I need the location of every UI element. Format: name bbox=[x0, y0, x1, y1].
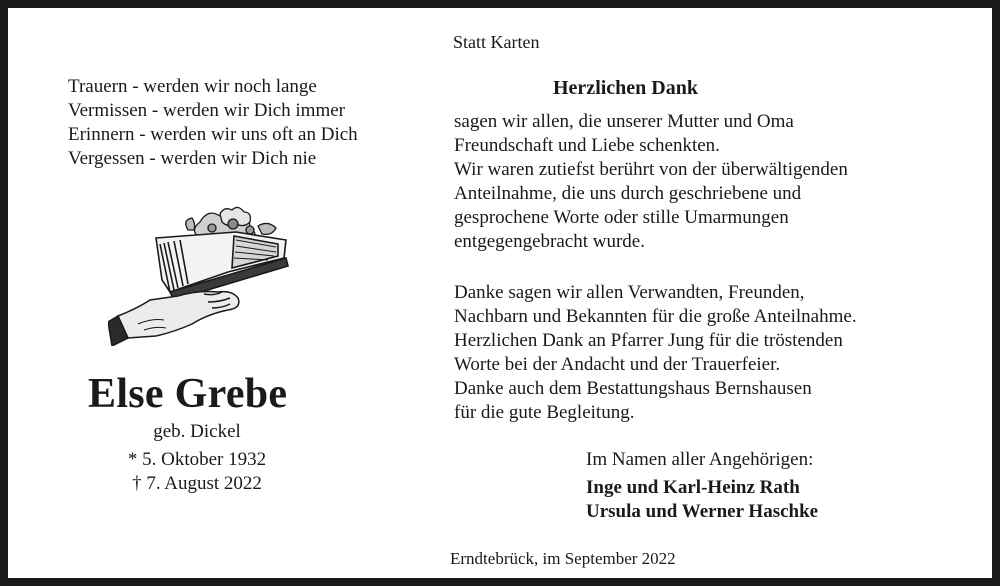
text-line: für die gute Begleitung. bbox=[454, 402, 635, 423]
poem-line: Vergessen - werden wir Dich nie bbox=[68, 148, 317, 169]
death-date: † 7. August 2022 bbox=[132, 473, 262, 494]
place-date: Erndtebrück, im September 2022 bbox=[450, 549, 676, 568]
thanks-heading: Herzlichen Dank bbox=[553, 77, 698, 99]
header-note: Statt Karten bbox=[453, 32, 540, 52]
thanks-paragraph-2 bbox=[454, 281, 857, 425]
birth-date: * 5. Oktober 1932 bbox=[127, 449, 267, 470]
poem-line: Erinnern - werden wir uns oft an Dich bbox=[68, 124, 358, 145]
text-line: Danke auch dem Bestattungshaus Bernshausen bbox=[454, 378, 812, 399]
thanks-paragraph-1 bbox=[454, 110, 848, 254]
signer-name: Ursula und Werner Haschke bbox=[586, 501, 819, 522]
text-line: Worte bei der Andacht und der Trauerfeier. bbox=[454, 354, 781, 375]
text-line: Danke sagen wir allen Verwandten, Freunden, bbox=[454, 282, 805, 303]
deceased-name: Else Grebe bbox=[88, 371, 288, 417]
text-line: gesprochene Worte oder stille Umarmungen bbox=[454, 207, 789, 228]
text-line: sagen wir allen, die unserer Mutter und Oma bbox=[454, 111, 794, 132]
signoff-intro: Im Namen aller Angehörigen: bbox=[586, 449, 814, 470]
text-line: Wir waren zutiefst berührt von der überwältigenden bbox=[454, 159, 848, 180]
text-line: Anteilnahme, die uns durch geschriebene und bbox=[454, 183, 802, 204]
poem-line: Vermissen - werden wir Dich immer bbox=[68, 100, 346, 121]
hand-holding-book-with-flowers-icon bbox=[108, 196, 293, 346]
signer-name: Inge und Karl-Heinz Rath bbox=[586, 477, 800, 498]
poem bbox=[68, 75, 358, 171]
text-line: Nachbarn und Bekannten für die große Anteilnahme. bbox=[454, 306, 857, 327]
text-line: entgegengebracht wurde. bbox=[454, 231, 645, 252]
text-line: Herzlichen Dank an Pfarrer Jung für die tröstenden bbox=[454, 330, 843, 351]
text-line: Freundschaft und Liebe schenkten. bbox=[454, 135, 720, 156]
poem-line: Trauern - werden wir noch lange bbox=[68, 76, 317, 97]
maiden-name: geb. Dickel bbox=[153, 421, 241, 442]
